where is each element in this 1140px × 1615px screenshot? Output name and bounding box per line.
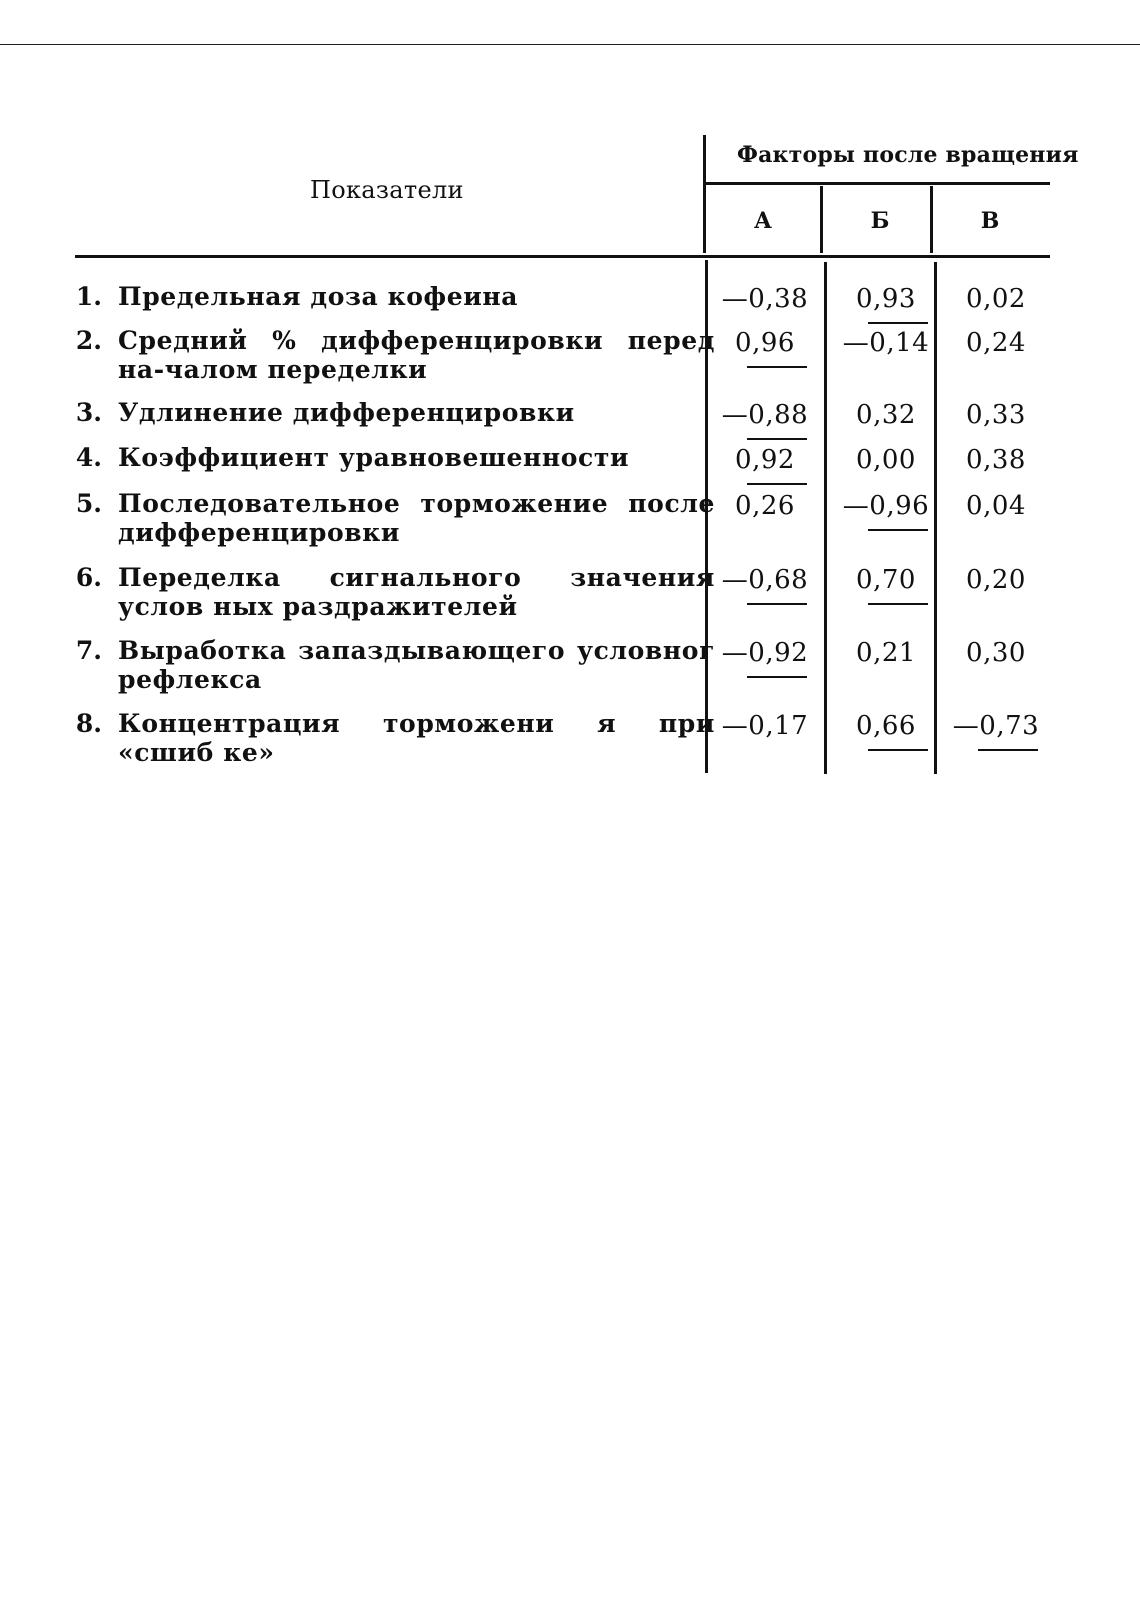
indicators-header: Показатели	[310, 176, 464, 204]
value-cell: 0,70	[856, 565, 916, 595]
factors-underline-rule	[706, 182, 1050, 185]
row-label: Средний % дифференцировки перед на-чалом переделки	[118, 326, 715, 384]
value-underline	[868, 529, 928, 531]
row-label: Коэффициент уравновешенности	[118, 443, 630, 472]
row-number: 2.	[75, 326, 102, 355]
value-underline	[747, 438, 807, 440]
value-cell: 0,66	[856, 711, 916, 741]
value-cell: —0,68	[721, 565, 809, 595]
value-underline	[747, 483, 807, 485]
value-cell: 0,92	[735, 445, 795, 475]
value-underline	[747, 603, 807, 605]
value-cell: —0,17	[721, 711, 809, 741]
value-cell: 0,26	[735, 491, 795, 521]
value-cell: 0,33	[966, 400, 1026, 430]
row-number: 7.	[75, 636, 102, 665]
value-cell: 0,00	[856, 445, 916, 475]
value-cell: —0,92	[721, 638, 809, 668]
row-number: 3.	[75, 398, 102, 427]
row-label: Концентрация торможени я при «сшиб ке»	[118, 709, 715, 767]
value-cell: 0,02	[966, 284, 1026, 314]
value-underline	[747, 366, 807, 368]
value-cell: 0,38	[966, 445, 1026, 475]
factors-header: Факторы после вращения	[737, 142, 1079, 168]
value-cell: 0,96	[735, 328, 795, 358]
value-cell: 0,30	[966, 638, 1026, 668]
row-number: 6.	[75, 563, 102, 592]
value-cell: —0,73	[952, 711, 1040, 741]
value-underline	[868, 322, 928, 324]
value-cell: —0,38	[721, 284, 809, 314]
row-number: 4.	[75, 443, 102, 472]
row-label: Последовательное торможение после дифференцировки	[118, 489, 715, 547]
value-cell: —0,96	[842, 491, 930, 521]
value-underline	[868, 749, 928, 751]
value-cell: 0,93	[856, 284, 916, 314]
row-label: Выработка запаздывающего условног рефлекса	[118, 636, 715, 694]
row-label: Переделка сигнального значения услов ных раздражителей	[118, 563, 715, 621]
row-label: Удлинение дифференцировки	[118, 398, 575, 427]
row-label: Предельная доза кофеина	[118, 282, 519, 311]
column-header-v: В	[980, 208, 1000, 234]
factor-table	[0, 0, 1140, 800]
value-underline	[978, 749, 1038, 751]
value-underline	[868, 603, 928, 605]
header-divider-main	[703, 135, 706, 253]
value-cell: —0,14	[842, 328, 930, 358]
value-cell: 0,32	[856, 400, 916, 430]
value-cell: —0,88	[721, 400, 809, 430]
header-divider-bv	[930, 186, 933, 253]
column-header-a: А	[754, 208, 772, 234]
row-number: 5.	[75, 489, 102, 518]
header-bottom-rule	[75, 255, 1050, 258]
column-header-b: Б	[870, 208, 890, 234]
value-cell: 0,20	[966, 565, 1026, 595]
value-cell: 0,04	[966, 491, 1026, 521]
header-divider-ab	[820, 186, 823, 253]
value-cell: 0,24	[966, 328, 1026, 358]
row-number: 1.	[75, 282, 102, 311]
row-number: 8.	[75, 709, 102, 738]
value-underline	[747, 676, 807, 678]
value-cell: 0,21	[856, 638, 916, 668]
